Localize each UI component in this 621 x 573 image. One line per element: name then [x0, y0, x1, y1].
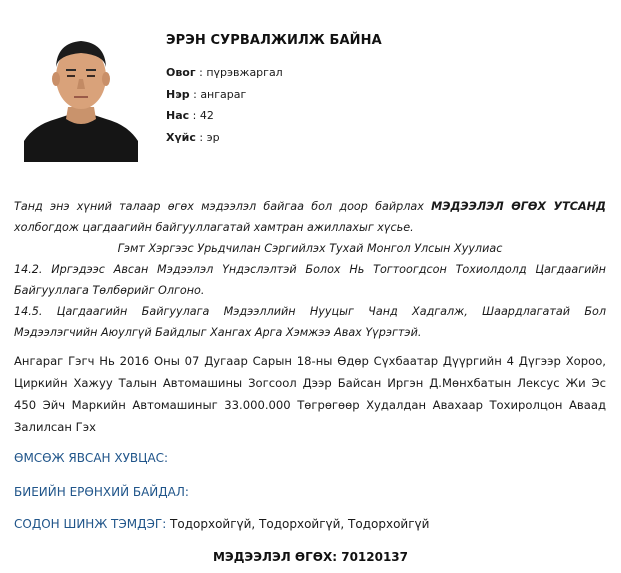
page-title: ЭРЭН СУРВАЛЖИЛЖ БАЙНА — [166, 33, 382, 48]
clothing-label: ӨМСӨЖ ЯВСАН ХУВЦАС: — [14, 451, 169, 465]
notice-intro-text: Танд энэ хүний талаар өгөх мэдээлэл байгаа бол доор байрлах — [14, 200, 432, 213]
surname-value: пүрэвжаргал — [206, 66, 283, 79]
law-title: Гэмт Хэргээс Урьдчилан Сэргийлэх Тухай Монгол Улсын Хуулиас — [117, 242, 503, 255]
person-portrait-icon — [24, 29, 138, 162]
sex-value: эр — [206, 130, 220, 144]
clause-14-2: 14.2. Иргэдээс Авсан Мэдээлэл Үндэслэлтэй Болох Нь Тогтоогдсон Тохиолдолд Цагдаагийн Байгууллага Төлбөрийг Олгоно. — [14, 263, 606, 297]
age-value: 42 — [199, 109, 214, 122]
sex-row: Хүйс : эр — [166, 130, 220, 144]
suspect-photo — [24, 29, 138, 162]
name-row: Нэр : ангараг — [166, 87, 247, 101]
marks-label: СОДОН ШИНЖ ТЭМДЭГ: — [14, 517, 167, 531]
notice-intro-phone-ref: МЭДЭЭЛЭЛ ӨГӨХ УТСАНД — [431, 200, 607, 213]
sex-label: Хүйс — [166, 130, 196, 144]
contact-phone: МЭДЭЭЛЭЛ ӨГӨХ: 70120137 — [212, 550, 409, 564]
age-label: Нас — [166, 109, 190, 122]
surname-label: Овог — [166, 66, 196, 79]
case-description: Ангараг Гэгч Нь 2016 Оны 07 Дугаар Сарын 18-ны Өдөр Сүхбаатар Дүүргийн 4 Дүгээр Хороо, Циркийн Хажуу Талын Автомашины Зогсоол Дээр Байсан Иргэн Д.Мөнхбатын Лексус Жи Эс 450 Эйч Маркийн Автомашиныг 33.000.000 Төгрөгөөр Худалдан Авахаар Тохиролцон Аваад Залилсан Гэх — [14, 354, 606, 434]
name-label: Нэр — [166, 87, 190, 101]
person-info — [166, 33, 606, 148]
appearance-label: БИЕИЙН ЕРӨНХИЙ БАЙДАЛ: — [14, 485, 189, 499]
notice-intro-rest: холбогдож цагдаагийн байгууллагатай хамтран ажиллахыг хүсье. — [14, 221, 414, 234]
clause-14-5: 14.5. Цагдаагийн Байгуулага Мэдээллийн Нууцыг Чанд Хадгалж, Шаардлагатай Бол Мэдээлэгчийн Аюулгүй Байдлыг Хангах Арга Хэмжээ Авах Үүрэгтэй. — [14, 305, 606, 339]
notice-intro — [14, 196, 606, 238]
surname-row: Овог : пүрэвжаргал — [166, 66, 283, 79]
marks-value: Тодорхойгүй, Тодорхойгүй, Тодорхойгүй — [166, 517, 430, 531]
notice-block — [14, 196, 606, 343]
age-row: Нас : 42 — [166, 109, 214, 122]
appearance-field — [14, 485, 189, 499]
name-value: ангараг — [200, 87, 247, 101]
clothing-field — [14, 451, 168, 465]
marks-field — [14, 517, 429, 531]
